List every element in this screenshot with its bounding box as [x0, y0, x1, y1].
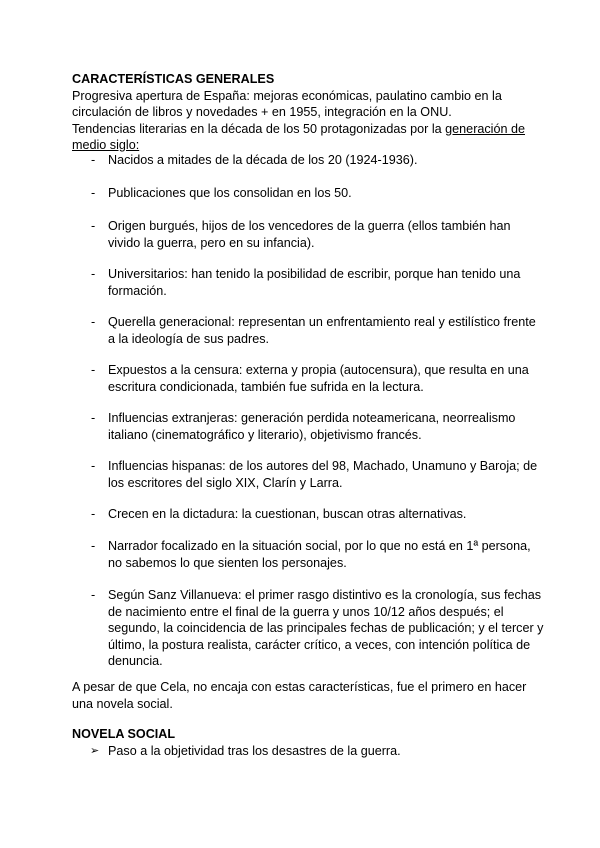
dash-bullet-icon: -: [91, 588, 96, 602]
list-item-line: Según Sanz Villanueva: el primer rasgo distintivo es la cronología, sus fechas: [108, 588, 542, 602]
closing-paragraph: [72, 679, 532, 712]
list-item-line: Origen burgués, hijos de los vencedores de la guerra (ellos también han: [108, 219, 511, 233]
list-item-line: Nacidos a mitades de la década de los 20 (1924-1936).: [108, 153, 418, 167]
list-item-line: Expuestos a la censura: externa y propia (autocensura), que resulta en una: [108, 363, 529, 377]
list-item: [72, 218, 532, 251]
section-heading-general: CARACTERÍSTICAS GENERALES: [72, 72, 275, 86]
list-item: [72, 314, 536, 347]
list-item: [72, 538, 532, 571]
dash-bullet-icon: -: [91, 186, 96, 200]
list-item-line: denuncia.: [108, 654, 163, 668]
tendencias-line: [72, 121, 532, 138]
list-item-line: Narrador focalizado en la situación social, por lo que no está en 1ª persona,: [108, 539, 531, 553]
dash-bullet-icon: -: [91, 219, 96, 233]
list-item-line: italiano (cinematográfico y literario), objetivismo francés.: [108, 427, 422, 442]
list-item: [72, 362, 532, 395]
list-item-line: vivido la guerra, pero en su infancia).: [108, 235, 315, 250]
list-item-line: Influencias hispanas: de los autores del 98, Machado, Unamuno y Baroja; de: [108, 459, 538, 473]
dash-bullet-icon: -: [91, 539, 96, 553]
list-item: [72, 266, 532, 299]
list-item-line: escritura condicionada, también fue sufrida en la lectura.: [108, 379, 424, 394]
arrow-bullet-icon: ➢: [90, 744, 100, 757]
list-item: [72, 587, 544, 670]
list-item: [72, 410, 532, 443]
list-item: [72, 506, 532, 523]
dash-bullet-icon: -: [91, 363, 96, 377]
intro-line-1: Progresiva apertura de España: mejoras económicas, paulatino cambio en la: [72, 88, 502, 103]
list-item-line: segundo, la coincidencia de las principales fechas de publicación; y el tercer y: [108, 621, 544, 635]
list-item-line: último, la postura realista, carácter crítico, a veces, con intención política de: [108, 637, 531, 652]
section-heading-novela-social: NOVELA SOCIAL: [72, 727, 176, 741]
closing-line-2: una novela social.: [72, 696, 173, 711]
list-item-line: a la ideología de sus padres.: [108, 331, 270, 346]
list-item-line: formación.: [108, 283, 167, 298]
medio-siglo-text: medio siglo:: [72, 138, 140, 152]
generacion-link-text: generación de: [445, 121, 525, 136]
dash-bullet-icon: -: [91, 153, 96, 167]
list-item: [72, 185, 532, 202]
section-general: [72, 71, 532, 154]
list-item-line: los escritores del siglo XIX, Clarín y Larra.: [108, 475, 343, 490]
list-item-line: no sabemos lo que sienten los personajes.: [108, 555, 347, 570]
list-item-novela-social: [72, 743, 568, 760]
list-item-line: Influencias extranjeras: generación perdida noteamericana, neorrealismo: [108, 411, 516, 425]
list-item-line: Crecen en la dictadura: la cuestionan, buscan otras alternativas.: [108, 507, 467, 521]
dash-bullet-icon: -: [91, 459, 96, 473]
list-item: [72, 458, 538, 491]
closing-line-1: A pesar de que Cela, no encaja con estas características, fue el primero en hacer: [72, 680, 527, 694]
dash-bullet-icon: -: [91, 507, 96, 521]
dash-bullet-icon: -: [91, 411, 96, 425]
dash-bullet-icon: -: [91, 315, 96, 329]
list-item-line: Universitarios: han tenido la posibilidad de escribir, porque han tenido una: [108, 267, 521, 281]
list-item: [72, 152, 532, 169]
list-item-line: Querella generacional: representan un enfrentamiento real y estilístico frente: [108, 315, 536, 329]
list-item-line: Publicaciones que los consolidan en los 50.: [108, 186, 352, 200]
list-item-line: de nacimiento entre el final de la guerra y unos 10/12 años después; el: [108, 604, 504, 619]
intro-line-2: circulación de libros y novedades + en 1955, integración en la ONU.: [72, 105, 452, 119]
list-item-text: Paso a la objetividad tras los desastres de la guerra.: [108, 744, 401, 758]
tendencias-text: Tendencias literarias en la década de los 50 protagonizadas por la: [72, 121, 446, 136]
dash-bullet-icon: -: [91, 267, 96, 281]
